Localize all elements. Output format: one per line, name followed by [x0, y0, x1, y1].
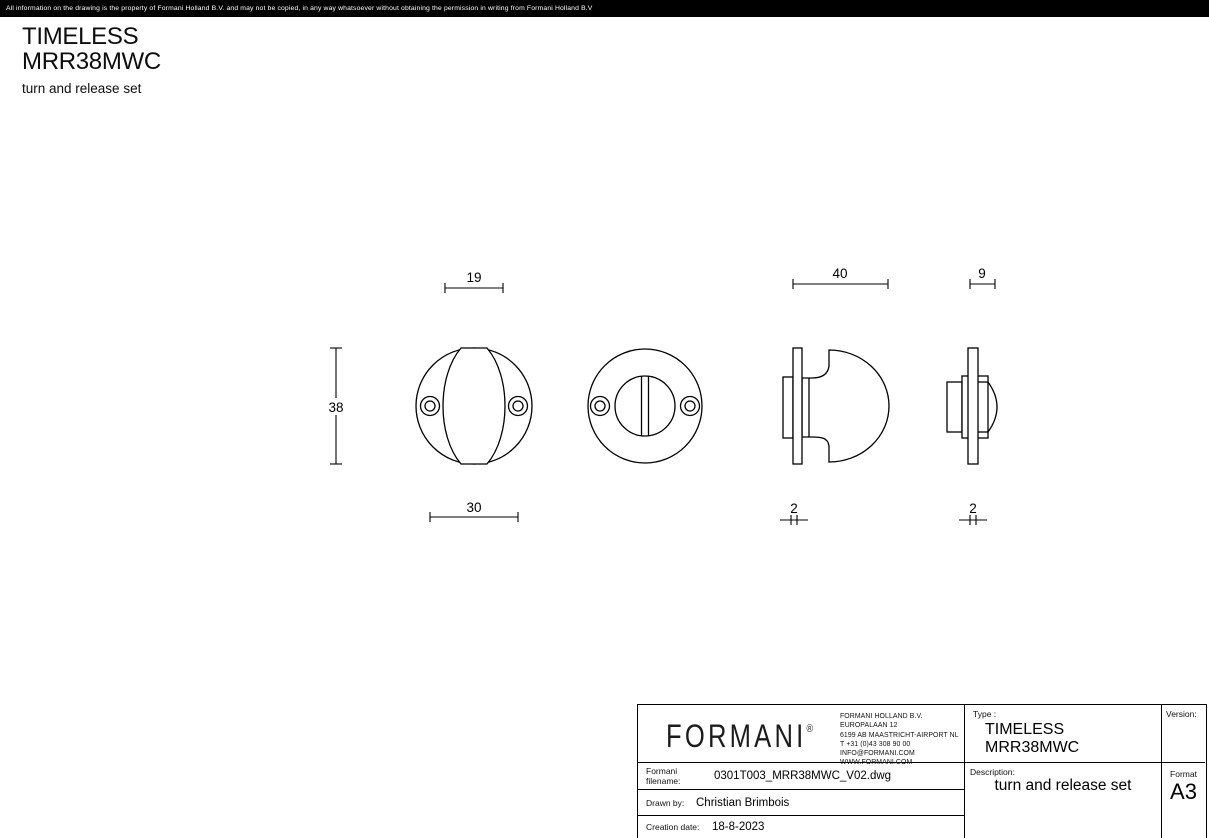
turn-knob-lens [443, 348, 505, 464]
drawn-by-value: Christian Brimbois [696, 796, 790, 809]
dim-value: 9 [978, 266, 986, 281]
format-cell [1162, 763, 1205, 838]
dim-front-turn-height [325, 348, 347, 464]
dim-side-release-rose-thickness [959, 501, 987, 525]
screw-hole [591, 397, 610, 416]
dim-value: 2 [969, 501, 977, 516]
drawn-by-cell [638, 790, 965, 816]
dim-value: 2 [790, 501, 798, 516]
view-front-turn-knob [416, 348, 532, 464]
view-front-release [588, 349, 702, 463]
release-dome [988, 382, 997, 432]
company-address [840, 712, 959, 768]
creation-date-value: 18-8-2023 [712, 820, 765, 833]
version-label: Version: [1166, 709, 1197, 719]
logo-text: FORMANI [666, 718, 807, 754]
type-value: TIMELESS MRR38MWC [985, 721, 1080, 756]
description-label: Description: [970, 767, 1015, 777]
address-line: T +31 (0)43 308 90 00 [840, 740, 911, 748]
rose-plate [793, 348, 802, 464]
view-side-turn-knob [783, 348, 889, 464]
formani-logo [666, 718, 813, 755]
knob-profile [802, 350, 889, 462]
screw-hole [421, 397, 440, 416]
drawn-by-label: Drawn by: [646, 797, 685, 808]
type-label: Type : [973, 709, 997, 719]
description-value: turn and release set [994, 777, 1132, 794]
dim-value: 40 [832, 266, 848, 281]
creation-date-label: Creation date: [646, 821, 700, 832]
description-cell [965, 763, 1162, 838]
address-line: 6199 AB MAASTRICHT-AIRPORT NL [840, 731, 959, 739]
fixing-flange [783, 377, 793, 438]
fixing-flange [947, 382, 962, 432]
model-title: MRR38MWC [22, 48, 161, 75]
registered-mark: ® [806, 723, 813, 735]
view-side-release [947, 348, 997, 464]
address-line: INFO@FORMANI.COM [840, 750, 915, 758]
dim-side-release-depth [970, 266, 995, 289]
dim-side-turn-rose-thickness [780, 501, 808, 525]
screw-hole [509, 397, 528, 416]
dim-value: 19 [466, 270, 482, 285]
title-block [637, 704, 1207, 838]
dim-front-turn-width [445, 270, 503, 293]
filename-label: Formani filename: [646, 766, 681, 786]
screw-hole [681, 397, 700, 416]
type-cell [965, 705, 1162, 763]
version-cell [1162, 705, 1205, 763]
product-subtitle: turn and release set [22, 81, 142, 96]
dim-value: 30 [466, 500, 482, 515]
filename-value: 0301T003_MRR38MWC_V02.dwg [714, 770, 892, 782]
copyright-notice: All information on the drawing is the property of Formani Holland B.V. and may not be copied, in any way whatsoever without obtaining the permission in writing from Formani Holland B.V [6, 5, 593, 12]
dim-side-turn-depth [793, 266, 888, 289]
series-title: TIMELESS [22, 23, 139, 50]
format-value: A3 [1170, 779, 1197, 804]
release-disc [615, 376, 675, 436]
dim-value: 38 [328, 400, 344, 415]
address-line: WWW.FORMANI.COM [840, 759, 913, 767]
rose-plate [968, 348, 978, 464]
address-line: FORMANI HOLLAND B.V. [840, 713, 923, 720]
filename-cell [638, 763, 965, 790]
address-line: EUROPALAAN 12 [840, 722, 898, 730]
format-label: Format [1170, 769, 1197, 779]
dim-front-screw-centres [430, 500, 518, 522]
logo-cell [638, 705, 965, 767]
creation-date-cell [638, 816, 965, 838]
